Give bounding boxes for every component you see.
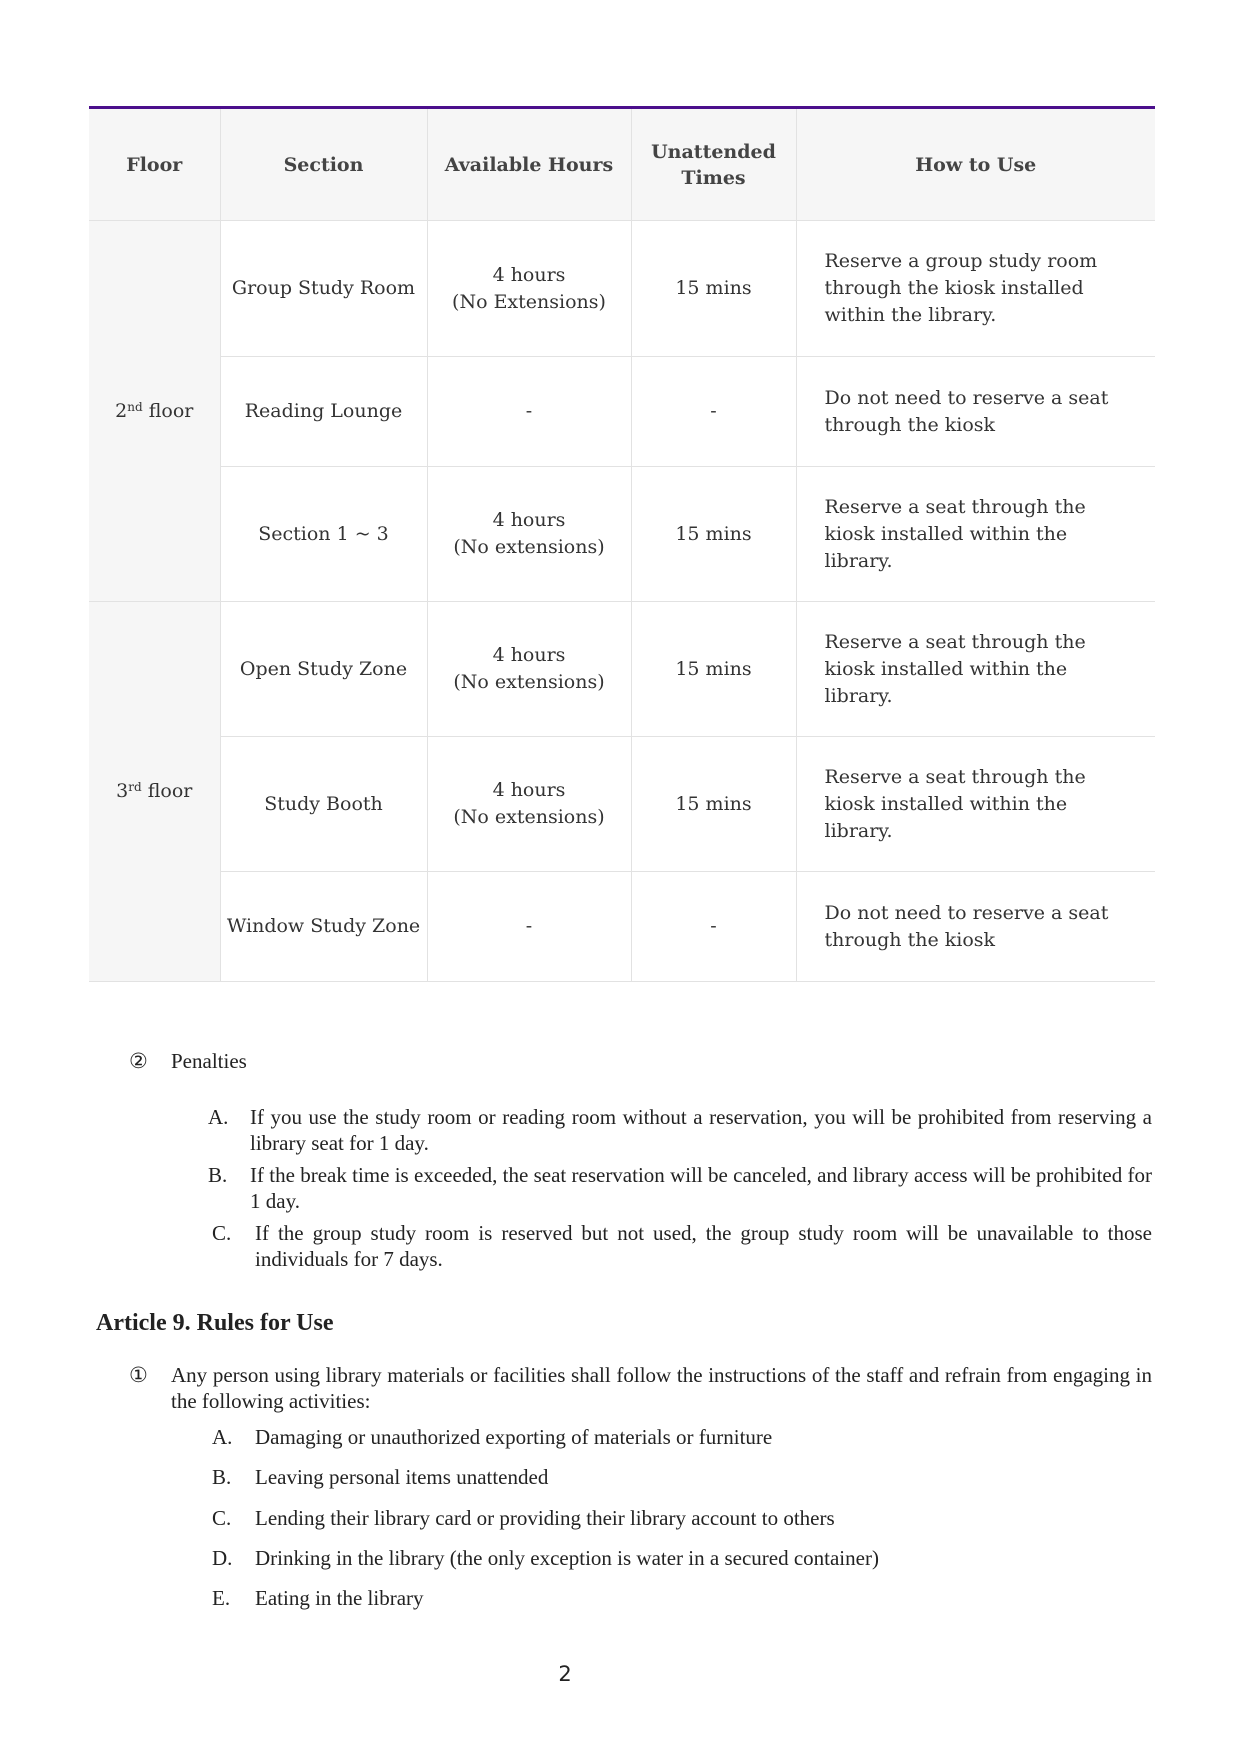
how-to-use-cell: Reserve a seat through the kiosk installed within the library. [796, 602, 1155, 737]
section-cell: Window Study Zone [220, 872, 427, 982]
hours-cell: 4 hours (No Extensions) [427, 221, 631, 357]
header-available-hours: Available Hours [427, 108, 631, 221]
facility-usage-table [89, 106, 1155, 982]
section-cell: Group Study Room [220, 221, 427, 357]
header-how-to-use: How to Use [796, 108, 1155, 221]
unattended-cell: 15 mins [631, 602, 796, 737]
table-row [89, 602, 1155, 737]
table-row [89, 467, 1155, 602]
section-cell: Reading Lounge [220, 357, 427, 467]
header-floor: Floor [89, 108, 220, 221]
how-to-use-cell: Reserve a seat through the kiosk installed within the library. [796, 467, 1155, 602]
hours-cell: - [427, 872, 631, 982]
floor-cell-3rd: 3rd floor [89, 602, 220, 982]
table-row [89, 221, 1155, 357]
table-row [89, 737, 1155, 872]
section-cell: Section 1 ~ 3 [220, 467, 427, 602]
article-heading: Article 9. Rules for Use [96, 1310, 334, 1336]
how-to-use-cell: Reserve a seat through the kiosk installed within the library. [796, 737, 1155, 872]
how-to-use-cell: Reserve a group study room through the kiosk installed within the library. [796, 221, 1155, 357]
page-number: 2 [558, 1662, 572, 1686]
clause-text: Any person using library materials or facilities shall follow the instructions of the staff and refrain from engaging in the following activities: [171, 1363, 1152, 1413]
hours-cell: 4 hours (No extensions) [427, 467, 631, 602]
clause-marker: ① [129, 1363, 148, 1387]
header-unattended-times [631, 108, 796, 221]
how-to-use-cell: Do not need to reserve a seat through the kiosk [796, 872, 1155, 982]
penalties-title: Penalties [171, 1049, 247, 1073]
hours-cell: 4 hours (No extensions) [427, 737, 631, 872]
header-unattended-line2: Times [681, 166, 746, 189]
hours-cell: - [427, 357, 631, 467]
hours-cell: 4 hours (No extensions) [427, 602, 631, 737]
unattended-cell: 15 mins [631, 737, 796, 872]
section-cell: Study Booth [220, 737, 427, 872]
header-section: Section [220, 108, 427, 221]
header-unattended-line1: Unattended [651, 140, 776, 163]
penalties-marker: ② [129, 1049, 148, 1073]
document-page: Floor Section Available Hours Unattended Times How to Use 2nd floor Group Study Room 4 hours (No Extensions) 15 mins Reserve a group study room through the kiosk installed within the library. Reading Lounge - - Do not need to reserve a seat through the kiosk Section 1 ~ 3 4 hours (No extensions) 15 mins Reserve a seat through the kiosk installed within the library. 3rd floor Open Study Zone 4 hours (No extensions) 15 mins Reserve a seat through the kiosk installed within the library. Study Booth 4 hours (No extensions) 15 mins Reserve a seat through the kiosk installed within the library. Window Study Zone - - Do not need to reserve a seat through the kiosk ② Penalties A. If you use the study room or reading room without a reservation, you will be prohibited from reserving a library seat for 1 day. B. If the break time is exceeded, the seat reservation will be canceled, and library access will be prohibited for 1 day. C. If the group study room is reserved but not used, the group study room will be unavailable to those individuals for 7 days. Article 9. Rules for Use ① Any person using library materials or facilities shall follow the instructions of the staff and refrain from engaging in the following activities: A. Damaging or unauthorized exporting of materials or furniture B. Leaving personal items unattended C. Lending their library card or providing their library account to others D. Drinking in the library (the only exception is water in a secured container) E. Eating in the library 2 [0, 0, 1241, 1754]
unattended-cell: - [631, 357, 796, 467]
table-header-row [89, 108, 1155, 221]
floor-cell-2nd: 2nd floor [89, 221, 220, 602]
section-cell: Open Study Zone [220, 602, 427, 737]
unattended-cell: 15 mins [631, 221, 796, 357]
unattended-cell: 15 mins [631, 467, 796, 602]
how-to-use-cell: Do not need to reserve a seat through the kiosk [796, 357, 1155, 467]
table-row [89, 357, 1155, 467]
table-row [89, 872, 1155, 982]
unattended-cell: - [631, 872, 796, 982]
